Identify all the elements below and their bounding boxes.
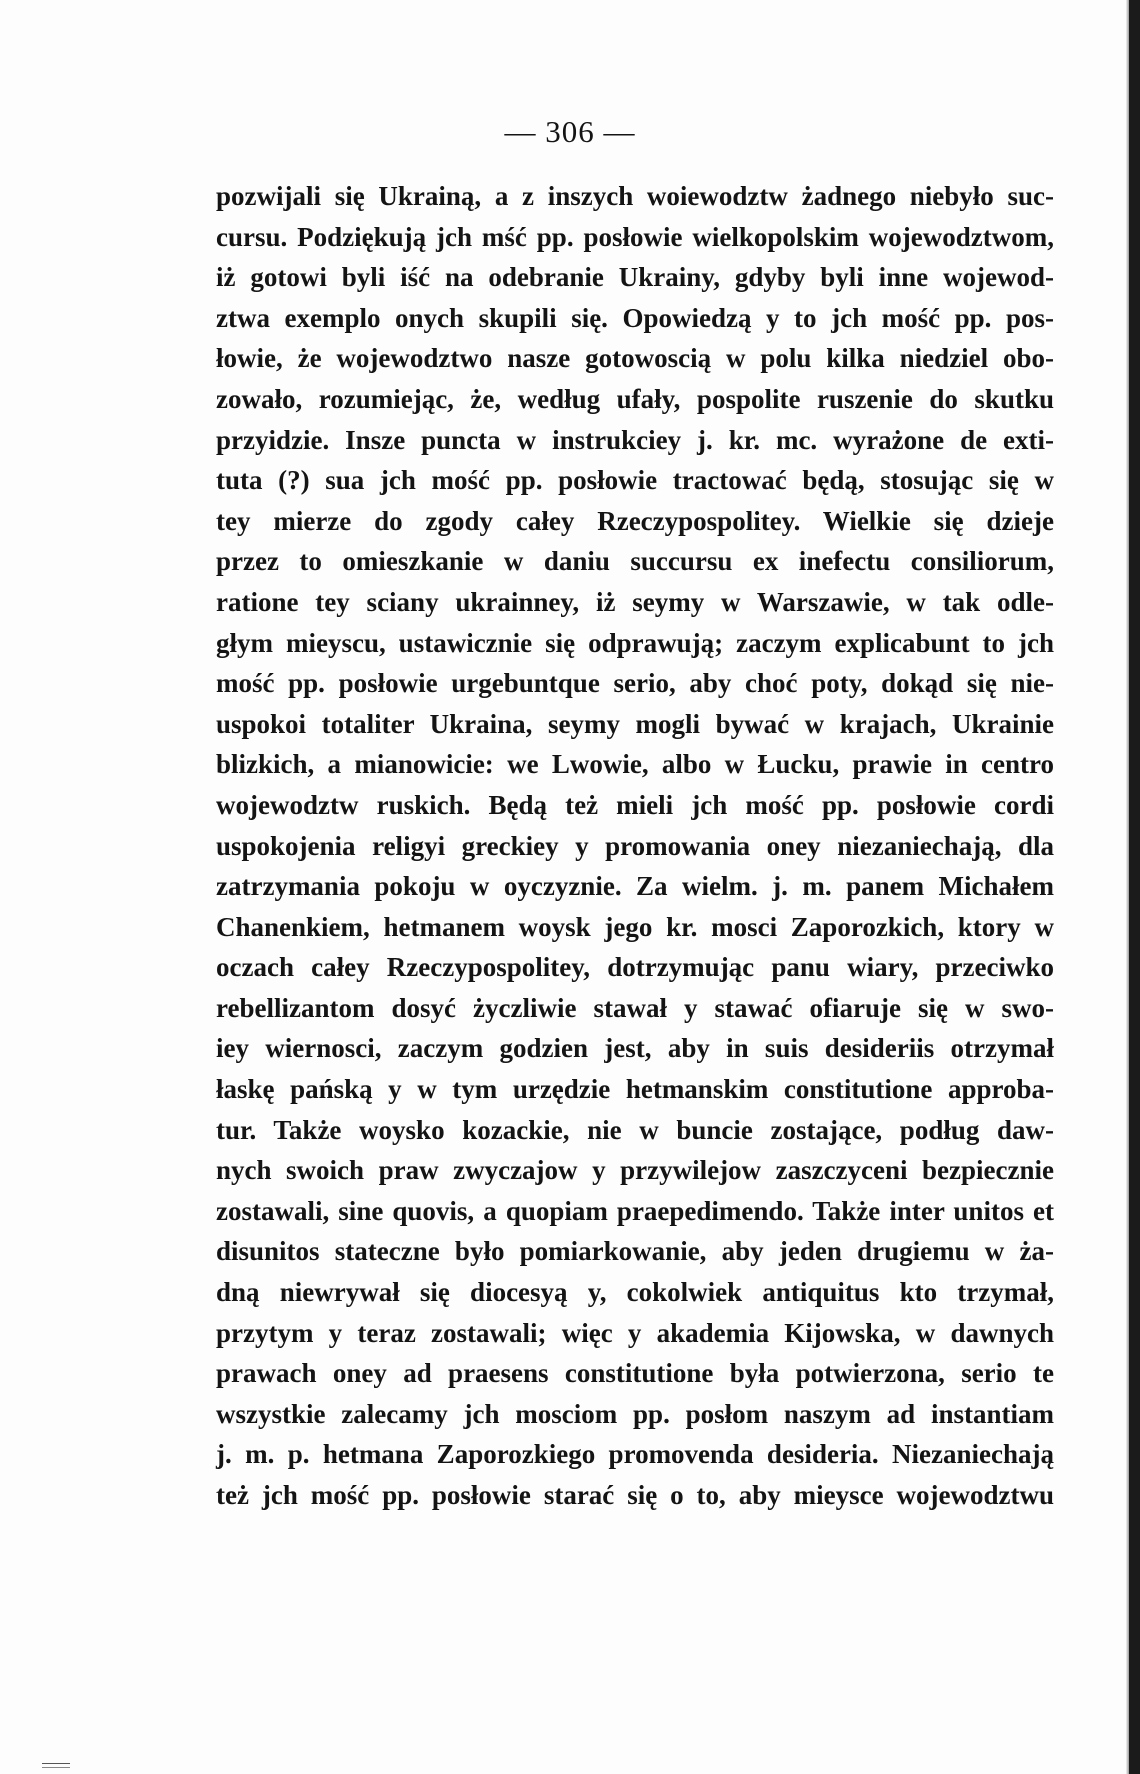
text-line: pozwijali się Ukrainą, a z inszych woiewodztw żadnego niebyło suc- xyxy=(216,181,1054,211)
text-line: łowie, że wojewodztwo nasze gotowoscią w polu kilka niedziel obo- xyxy=(216,343,1054,374)
text-line: też jch mość pp. posłowie starać się o to, aby mieysce wojewodztwu xyxy=(216,1480,1054,1510)
text-line: blizkich, a mianowicie: we Lwowie, albo w Łucku, prawie in centro xyxy=(216,749,1054,780)
text-line: dną niewrywał się diocesyą y, cokolwiek antiquitus kto trzymał, xyxy=(216,1277,1054,1308)
text-line: rebellizantom dosyć życzliwie stawał y stawać ofiaruje się w swo- xyxy=(216,992,1054,1023)
text-line: nych swoich praw zwyczajow y przywilejow zaszczyceni bezpiecznie xyxy=(216,1155,1054,1186)
text-line: oczach całey Rzeczypospolitey, dotrzymując panu wiary, przeciwko xyxy=(216,952,1054,983)
text-line: uspokojenia religyi greckiey y promowania oney niezaniechają, dla xyxy=(216,830,1054,861)
footer-rule xyxy=(42,1767,70,1768)
text-line: ztwa exemplo onych skupili się. Opowiedzą y to jch mość pp. pos- xyxy=(216,302,1054,333)
text-line: ratione tey sciany ukrainney, iż seymy w Warszawie, w tak odle- xyxy=(216,586,1054,617)
page-edge-binding xyxy=(1129,0,1140,1774)
text-line: j. m. p. hetmana Zaporozkiego promovenda desideria. Niezaniechają xyxy=(216,1439,1054,1470)
text-line: uspokoi totaliter Ukraina, seymy mogli bywać w krajach, Ukrainie xyxy=(216,708,1054,739)
text-line: wszystkie zalecamy jch mosciom pp. posłom naszym ad instantiam xyxy=(216,1398,1054,1429)
text-line: przyidzie. Insze puncta w instrukciey j. kr. mc. wyrażone de exti- xyxy=(216,424,1054,455)
text-line: łaskę pańską y w tym urzędzie hetmanskim constitutione approba- xyxy=(216,1074,1054,1105)
text-line: przytym y teraz zostawali; więc y akademia Kijowska, w dawnych xyxy=(216,1317,1054,1348)
text-line: tur. Także woysko kozackie, nie w buncie zostające, podług daw- xyxy=(216,1114,1054,1145)
text-line: disunitos stateczne było pomiarkowanie, aby jeden drugiemu w ża- xyxy=(216,1236,1054,1267)
text-line: Chanenkiem, hetmanem woysk jego kr. mosci Zaporozkich, ktory w xyxy=(216,911,1054,942)
text-line: tey mierze do zgody całey Rzeczypospolitey. Wielkie się dzieje xyxy=(216,505,1054,536)
page-number: — 306 — xyxy=(504,114,636,149)
text-line: zowało, rozumiejąc, że, według ufały, pospolite ruszenie do skutku xyxy=(216,383,1054,414)
text-line: iż gotowi byli iść na odebranie Ukrainy, gdyby byli inne wojewod- xyxy=(216,262,1054,293)
footer-rule xyxy=(42,1763,70,1764)
text-line: przez to omieszkanie w daniu succursu ex inefectu consiliorum, xyxy=(216,546,1054,577)
text-line: iey wiernosci, zaczym godzien jest, aby in suis desideriis otrzymał xyxy=(216,1033,1054,1064)
text-line: zostawali, sine quovis, a quopiam praepedimendo. Także inter unitos et xyxy=(216,1195,1054,1226)
text-line: prawach oney ad praesens constitutione była potwierzona, serio te xyxy=(216,1358,1054,1389)
body-text xyxy=(216,176,1054,1516)
text-line: wojewodztw ruskich. Będą też mieli jch mość pp. posłowie cordi xyxy=(216,789,1054,820)
text-line: głym mieyscu, ustawicznie się odprawują; zaczym explicabunt to jch xyxy=(216,627,1054,658)
text-line: mość pp. posłowie urgebuntque serio, aby choć poty, dokąd się nie- xyxy=(216,668,1054,699)
text-line: cursu. Podziękują jch mść pp. posłowie wielkopolskim wojewodztwom, xyxy=(216,221,1054,252)
text-line: zatrzymania pokoju w oyczyznie. Za wielm. j. m. panem Michałem xyxy=(216,871,1054,902)
text-line: tuta (?) sua jch mość pp. posłowie tractować będą, stosując się w xyxy=(216,465,1054,496)
